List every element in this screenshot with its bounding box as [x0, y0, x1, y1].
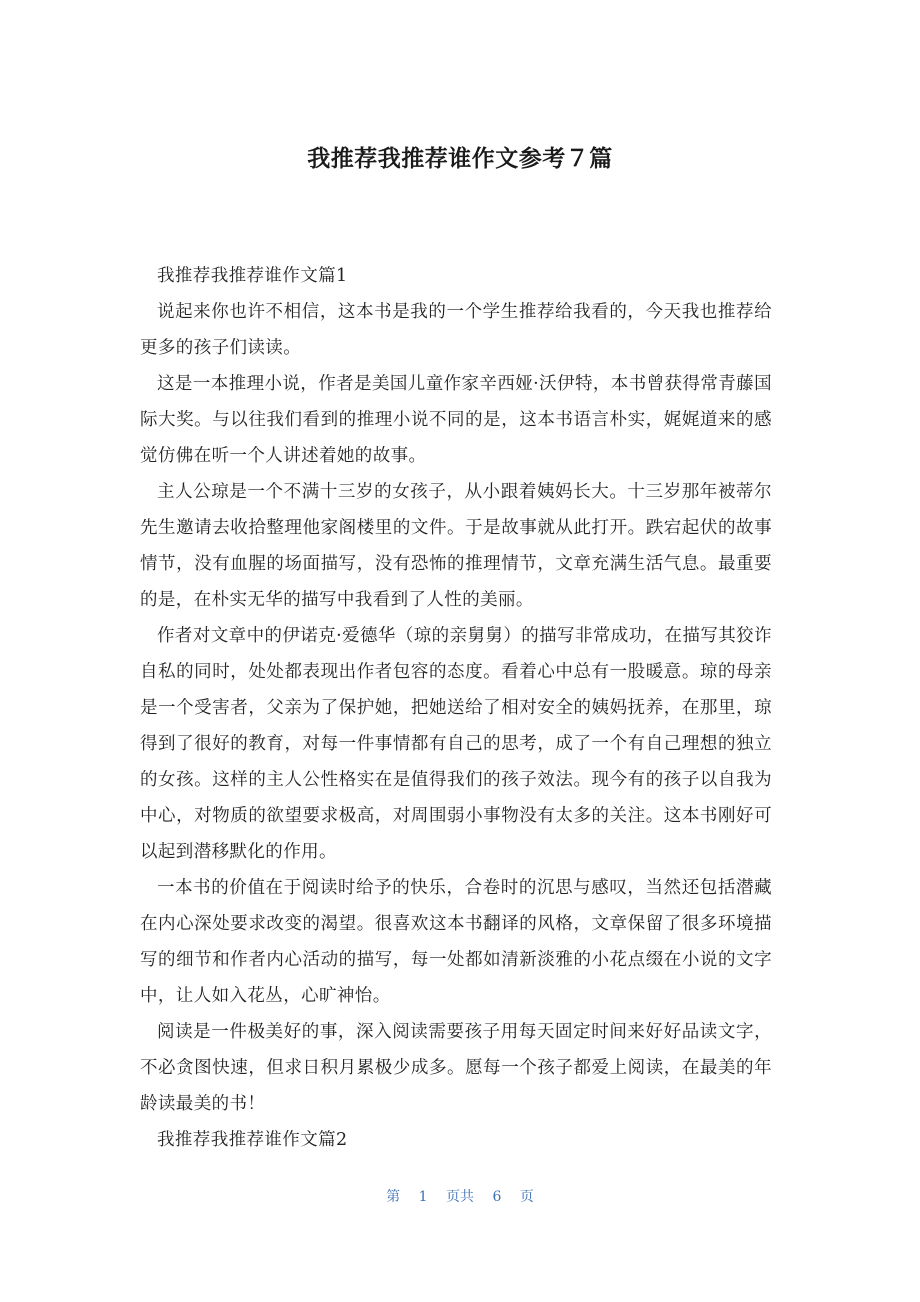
paragraph: 一本书的价值在于阅读时给予的快乐，合卷时的沉思与感叹，当然还包括潜藏在内心深处要求改变的渴望。很喜欢这本书翻译的风格，文章保留了很多环境描写的细节和作者内心活动的描写，每一处都如清新淡雅的小花点缀在小说的文字中，让人如入花丛，心旷神怡。: [140, 878, 772, 1006]
page-footer: [0, 1186, 920, 1206]
paragraph: 这是一本推理小说，作者是美国儿童作家辛西娅·沃伊特，本书曾获得常青藤国际大奖。与以往我们看到的推理小说不同的是，这本书语言朴实，娓娓道来的感觉仿佛在听一个人讲述着她的故事。: [140, 374, 772, 466]
total-pages-number: 6: [492, 1189, 502, 1205]
paragraph: 作者对文章中的伊诺克·爱德华（琼的亲舅舅）的描写非常成功，在描写其狡诈自私的同时，处处都表现出作者包容的态度。看着心中总有一股暖意。琼的母亲是一个受害者，父亲为了保护她，把她送给了相对安全的姨妈抚养，在那里，琼得到了很好的教育，对每一件事情都有自己的思考，成了一个有自己理想的独立的女孩。这样的主人公性格实在是值得我们的孩子效法。现今有的孩子以自我为中心，对物质的欲望要求极高，对周围弱小事物没有太多的关注。这本书刚好可以起到潜移默化的作用。: [140, 626, 772, 862]
section-heading: 我推荐我推荐谁作文篇1: [157, 266, 348, 286]
page-label-suffix: 页: [519, 1189, 534, 1205]
document-title: 我推荐我推荐谁作文参考７篇: [307, 146, 613, 172]
paragraph: 说起来你也许不相信，这本书是我的一个学生推荐给我看的，今天我也推荐给更多的孩子们读读。: [140, 302, 772, 358]
paragraph: 阅读是一件极美好的事，深入阅读需要孩子用每天固定时间来好好品读文字，不必贪图快速，但求日积月累极少成多。愿每一个孩子都爱上阅读，在最美的年龄读最美的书！: [140, 1022, 772, 1114]
paragraph: 主人公琼是一个不满十三岁的女孩子，从小跟着姨妈长大。十三岁那年被蒂尔先生邀请去收拾整理他家阁楼里的文件。于是故事就从此打开。跌宕起伏的故事情节，没有血腥的场面描写，没有恐怖的推理情节，文章充满生活气息。最重要的是，在朴实无华的描写中我看到了人性的美丽。: [140, 482, 772, 610]
page-label-prefix: 第: [386, 1189, 401, 1205]
section-heading: 我推荐我推荐谁作文篇2: [157, 1130, 348, 1150]
current-page-number: 1: [418, 1189, 428, 1205]
page-label-mid: 页共: [446, 1189, 474, 1205]
document-body: [140, 258, 772, 1158]
